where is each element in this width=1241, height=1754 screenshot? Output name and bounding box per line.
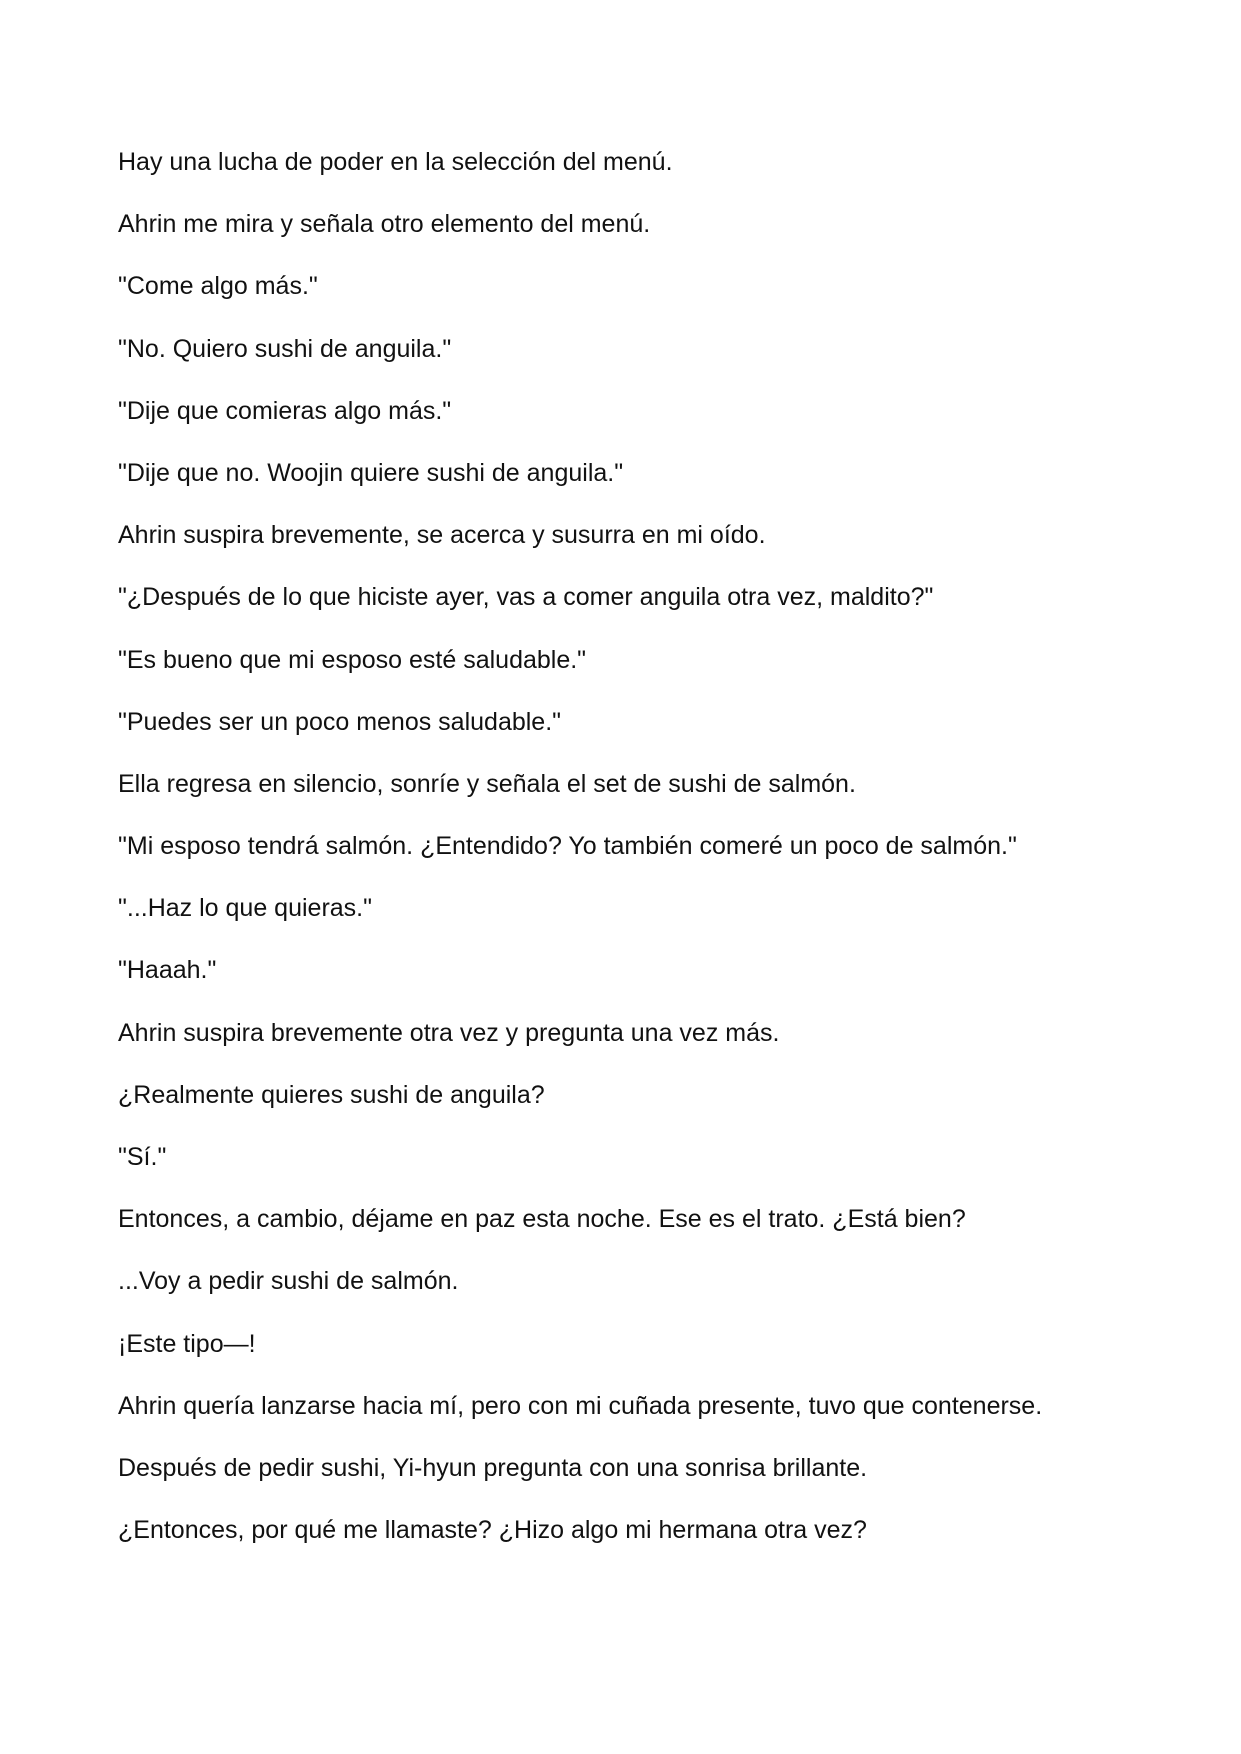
paragraph: Hay una lucha de poder en la selección del menú. <box>118 148 673 176</box>
paragraph: ¿Realmente quieres sushi de anguila? <box>118 1080 545 1109</box>
paragraph: ...Voy a pedir sushi de salmón. <box>118 1267 459 1296</box>
paragraph: Ahrin me mira y señala otro elemento del menú. <box>118 210 651 239</box>
paragraph: Después de pedir sushi, Yi-hyun pregunta con una sonrisa brillante. <box>118 1453 868 1482</box>
paragraph: "¿Después de lo que hiciste ayer, vas a comer anguila otra vez, maldito?" <box>118 583 934 612</box>
paragraph: Ella regresa en silencio, sonríe y señala el set de sushi de salmón. <box>118 769 856 798</box>
paragraph: "No. Quiero sushi de anguila." <box>118 334 452 363</box>
paragraph: "Dije que no. Woojin quiere sushi de anguila." <box>118 458 624 487</box>
paragraph: Ahrin suspira brevemente otra vez y pregunta una vez más. <box>118 1018 780 1047</box>
paragraph: Entonces, a cambio, déjame en paz esta noche. Ese es el trato. ¿Está bien? <box>118 1205 966 1234</box>
paragraph: "Haaah." <box>118 956 217 985</box>
paragraph: "Es bueno que mi esposo esté saludable." <box>118 645 587 674</box>
paragraph: "Come algo más." <box>118 272 318 301</box>
document-body <box>118 147 1158 1577</box>
paragraph: "Puedes ser un poco menos saludable." <box>118 707 562 736</box>
paragraph: ¡Este tipo—! <box>118 1329 256 1358</box>
paragraph: "Dije que comieras algo más." <box>118 396 452 425</box>
paragraph: ¿Entonces, por qué me llamaste? ¿Hizo algo mi hermana otra vez? <box>118 1516 867 1545</box>
paragraph: Ahrin suspira brevemente, se acerca y susurra en mi oído. <box>118 521 766 550</box>
paragraph: Ahrin quería lanzarse hacia mí, pero con mi cuñada presente, tuvo que contenerse. <box>118 1391 1043 1420</box>
paragraph: "Mi esposo tendrá salmón. ¿Entendido? Yo también comeré un poco de salmón." <box>118 832 1017 861</box>
paragraph: "Sí." <box>118 1143 167 1171</box>
paragraph: "...Haz lo que quieras." <box>118 894 372 923</box>
